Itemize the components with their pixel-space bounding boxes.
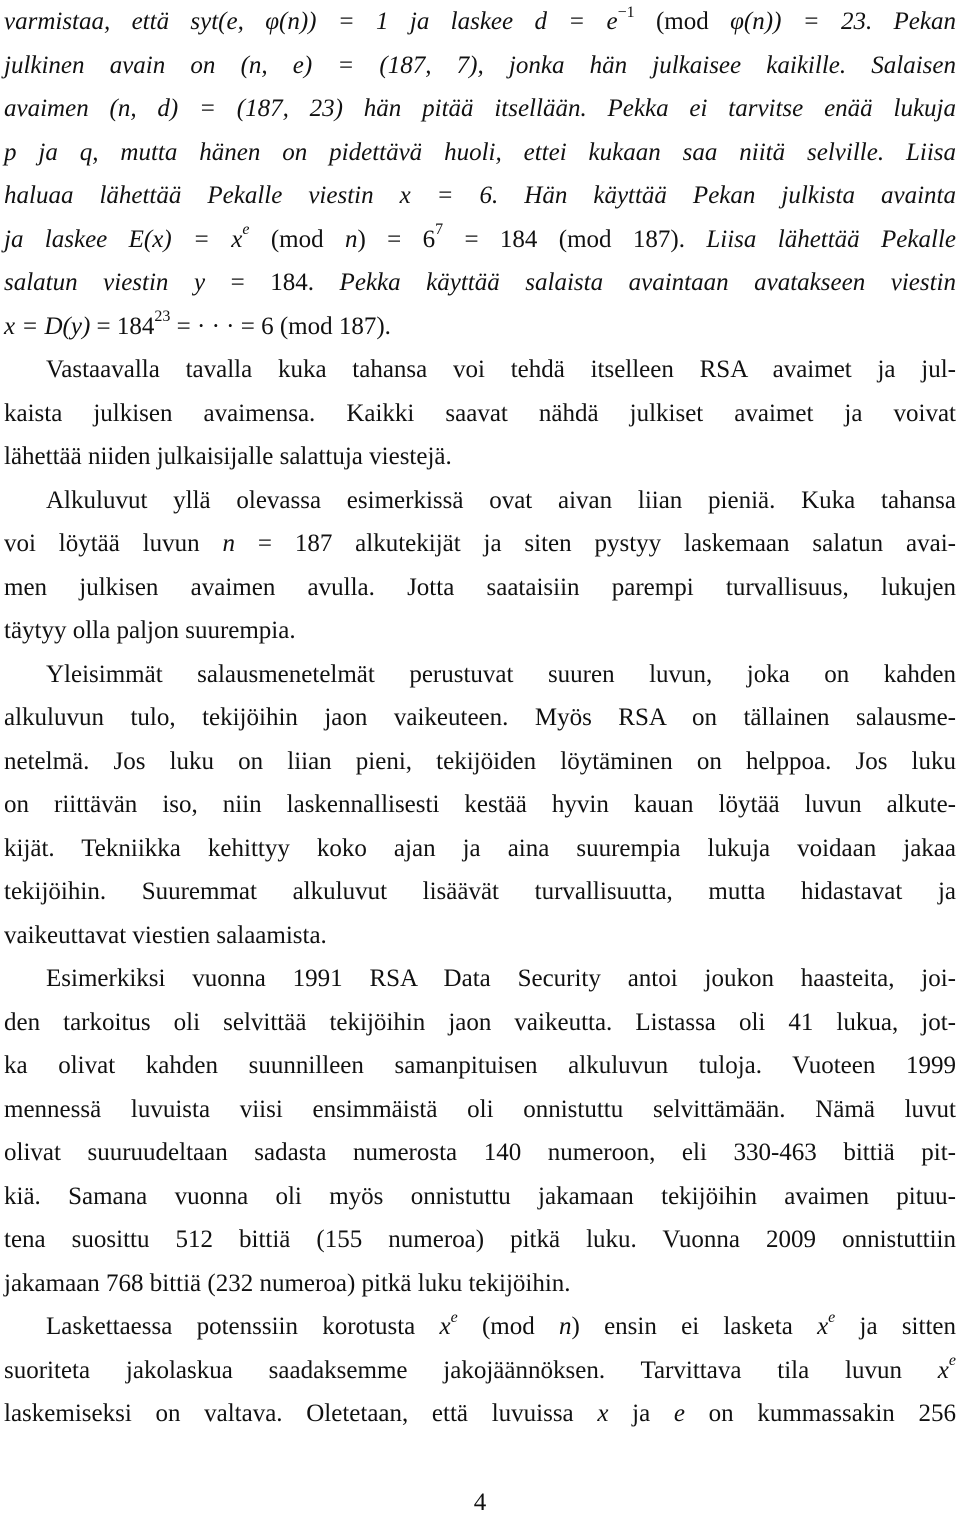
text-line bbox=[4, 0, 956, 44]
text-run: ja sitten bbox=[835, 1313, 956, 1340]
text-run: ) = 6 bbox=[357, 225, 436, 253]
text-line: kijät. Tekniikka kehittyy koko ajan ja aina suurempia lukuja voidaan jakaa bbox=[4, 834, 956, 862]
superscript: −1 bbox=[617, 3, 635, 21]
text-line: jakamaan 768 bittiä (232 numeroa) pitkä luku tekijöihin. bbox=[4, 1269, 571, 1297]
text-run: laskemiseksi on valtava. Oletetaan, että luvuissa bbox=[4, 1400, 598, 1427]
text-line: mennessä luvuista viisi ensimmäistä oli onnistuttu selvittämään. Nämä luvut bbox=[4, 1095, 956, 1123]
text-line: kiä. Samana vuonna oli myös onnistuttu jakamaan tekijöihin avaimen pituu- bbox=[4, 1182, 956, 1210]
text-line: ka olivat kahden suunnilleen samanpituisen alkuluvun tuloja. Vuoteen 1999 bbox=[4, 1052, 956, 1079]
text-line bbox=[4, 218, 956, 262]
math-run: x bbox=[597, 1400, 609, 1427]
text-line: Vastaavalla tavalla kuka tahansa voi tehdä itselleen RSA avaimet ja jul- bbox=[46, 356, 956, 383]
paragraph-exponentiation bbox=[4, 1305, 956, 1436]
text-line: tekijöihin. Suuremmat alkuluvut lisäävät turvallisuutta, mutta hidastavat ja bbox=[4, 878, 956, 905]
text-line: Esimerkiksi vuonna 1991 RSA Data Security antoi joukon haasteita, joi- bbox=[46, 965, 956, 992]
text-run: = 184. bbox=[205, 269, 340, 296]
math-run: e, φ bbox=[226, 8, 280, 35]
paragraph-small-primes bbox=[4, 479, 956, 653]
text-line: Yleisimmät salausmenetelmät perustuvat suuren luvun, joka on kahden bbox=[46, 660, 956, 688]
text-run: = 184 (mod 187). bbox=[443, 225, 707, 253]
text-line: avaimen (n, d) = (187, 23) hän pitää itsellään. Pekka ei tarvitse enää lukuja bbox=[4, 95, 956, 122]
paragraph-public-keys bbox=[4, 348, 956, 479]
text-line: lähettää niiden julkaisijalle salattuja viestejä. bbox=[4, 443, 452, 470]
math-run: x bbox=[817, 1313, 829, 1340]
text-run: voi löytää luvun bbox=[4, 530, 223, 557]
text-line: julkinen avain on (n, e) = (187, 7), jonka hän julkaisee kaikille. Salaisen bbox=[4, 51, 956, 79]
superscript: 23 bbox=[154, 308, 171, 326]
text-line: täytyy olla paljon suurempia. bbox=[4, 617, 296, 644]
text-line: alkuluvun tulo, tekijöihin jaon vaikeuteen. Myös RSA on tällainen salausme- bbox=[4, 704, 956, 731]
math-run: n bbox=[559, 1313, 572, 1340]
text-line bbox=[4, 261, 956, 305]
document-page bbox=[4, 0, 956, 1436]
math-run: n bbox=[222, 530, 236, 557]
text-line bbox=[4, 522, 956, 566]
text-run: Laskettaessa potenssiin korotusta bbox=[46, 1313, 440, 1340]
math-run: x bbox=[439, 1313, 451, 1340]
text-run: = 184 bbox=[90, 312, 155, 340]
text-run: ) ensin ei lasketa bbox=[571, 1313, 818, 1340]
text-line: tena suosittu 512 bittiä (155 numeroa) pitkä luku. Vuonna 2009 onnistuttiin bbox=[4, 1226, 956, 1253]
text-line: netelmä. Jos luku on liian pieni, tekijöiden löytäminen on helppoa. Jos luku bbox=[4, 747, 956, 775]
page-number: 4 bbox=[473, 1489, 487, 1516]
text-run: Pekka käyttää salaista avaintaan avatakseen viestin bbox=[339, 269, 956, 296]
math-run: d = e bbox=[534, 8, 618, 35]
text-run: suoriteta jakolaskua saadaksemme jakojäännöksen. Tarvittava tila luvun bbox=[4, 1356, 938, 1384]
superscript: e bbox=[242, 221, 250, 239]
text-run: (mod bbox=[634, 8, 731, 35]
text-run: = 187 alkutekijät ja siten pystyy laskemaan salatun avai- bbox=[235, 530, 956, 557]
paragraph-factoring bbox=[4, 653, 956, 958]
math-run: e bbox=[673, 1400, 685, 1427]
text-line: olivat suuruudeltaan sadasta numerosta 140 numeroon, eli 330-463 bittiä pit- bbox=[4, 1139, 956, 1166]
text-run: (n)) = 1 ja laskee bbox=[279, 8, 535, 35]
text-line: kaista julkisen avaimensa. Kaikki saavat nähdä julkiset avaimet ja voivat bbox=[4, 399, 956, 427]
math-run: x = D(y) bbox=[4, 312, 91, 340]
text-line: on riittävän iso, niin laskennallisesti kestää hyvin kauan löytää luvun alkute- bbox=[4, 791, 956, 818]
text-line: Alkuluvut yllä olevassa esimerkissä ovat aivan liian pieniä. Kuka tahansa bbox=[46, 486, 956, 514]
math-run: n bbox=[344, 225, 358, 253]
text-line: haluaa lähettää Pekalle viestin x = 6. Hän käyttää Pekan julkista avainta bbox=[4, 182, 956, 209]
superscript: e bbox=[828, 1308, 836, 1326]
text-run: varmistaa, että syt( bbox=[4, 8, 227, 35]
text-line bbox=[4, 1392, 956, 1436]
text-run: salatun viestin y bbox=[4, 269, 206, 296]
text-line: men julkisen avaimen avulla. Jotta saataisiin parempi turvallisuus, lukujen bbox=[4, 573, 956, 601]
text-line bbox=[4, 1305, 956, 1349]
paragraph-rsa-challenge bbox=[4, 957, 956, 1305]
text-run: on kummassakin 256 bbox=[684, 1400, 956, 1427]
superscript: 7 bbox=[435, 221, 444, 239]
text-run: Liisa lähettää Pekalle bbox=[706, 225, 956, 253]
text-line bbox=[4, 305, 956, 349]
text-line bbox=[4, 1349, 956, 1393]
superscript: e bbox=[450, 1308, 458, 1326]
superscript: e bbox=[948, 1352, 956, 1370]
text-line: p ja q, mutta hänen on pidettävä huoli, ettei kukaan saa niitä selville. Liisa bbox=[4, 138, 956, 166]
text-run: ja laskee E(x) = x bbox=[4, 225, 243, 253]
text-run: ja bbox=[608, 1400, 674, 1427]
text-run: φ(n)) = 23. Pekan bbox=[730, 8, 956, 35]
text-line: vaikeuttavat viestien salaamista. bbox=[4, 921, 327, 949]
paragraph-rsa-example bbox=[4, 0, 956, 348]
text-run: = · · · = 6 (mod 187). bbox=[170, 312, 391, 340]
text-line: den tarkoitus oli selvittää tekijöihin jaon vaikeutta. Listassa oli 41 lukua, jot- bbox=[4, 1008, 956, 1036]
text-run: (mod bbox=[457, 1313, 560, 1340]
text-run: (mod bbox=[249, 225, 345, 253]
math-run: x bbox=[937, 1356, 949, 1384]
